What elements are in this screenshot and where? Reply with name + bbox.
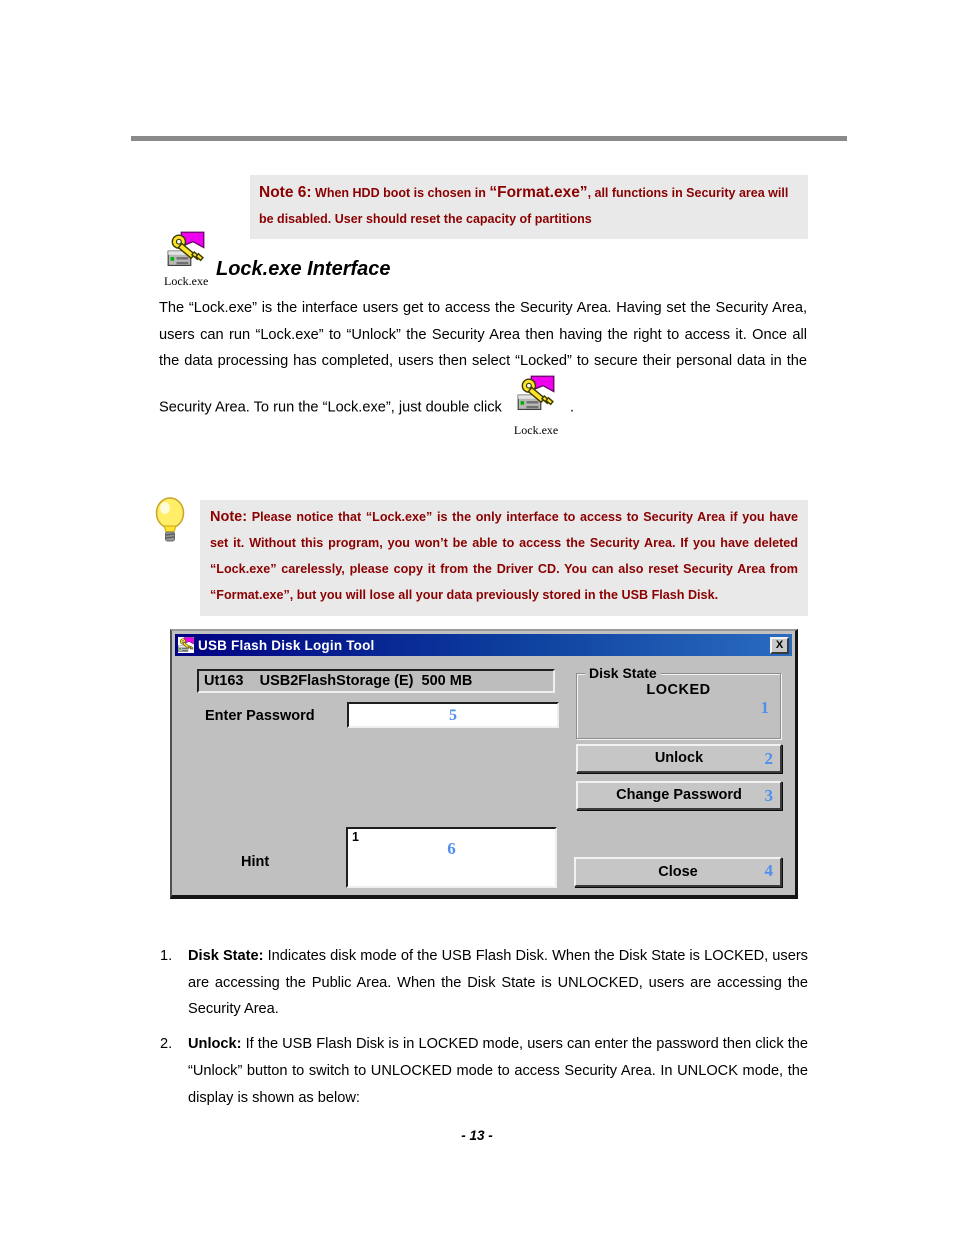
callout-number-4: 4 (764, 861, 773, 881)
lockexe-key-icon (167, 231, 205, 269)
callout-number-2: 2 (764, 748, 773, 768)
disk-state-label: Disk State (585, 665, 661, 681)
intro-text-end: . (569, 399, 575, 416)
note6-prefix: Note 6: (259, 184, 312, 201)
usb-login-dialog (170, 629, 798, 899)
password-input[interactable] (347, 702, 559, 728)
change-password-button-label: Change Password (616, 787, 742, 803)
callout-number-1: 1 (760, 698, 769, 717)
note6-text-2: , all functions in Security area will be disabled. User should reset the capacity of partitions (259, 186, 789, 226)
list-item-body (188, 1031, 808, 1111)
disk-state-value: LOCKED (646, 682, 711, 698)
tip-note-box (200, 500, 808, 616)
list-item-text: If the USB Flash Disk is in LOCKED mode, users can enter the password then click the “Unlock” button to switch to UNLOCKED mode to access Security Area. In UNLOCK mode, the display is shown as below: (188, 1036, 808, 1106)
disk-state-group (576, 665, 781, 739)
unlock-button-label: Unlock (654, 750, 704, 766)
dialog-titlebar[interactable] (175, 634, 792, 656)
lockexe-icon-block (164, 231, 208, 287)
dialog-title: USB Flash Disk Login Tool (198, 637, 375, 653)
hint-label: Hint (241, 854, 270, 870)
lockexe-inline-icon-block (514, 375, 558, 436)
list-item (160, 1031, 808, 1111)
list-item-text: Indicates disk mode of the USB Flash Disk. When the Disk State is LOCKED, users are accessing the Public Area. When the Disk State is UNLOCKED, users are accessing the Security Area. (188, 948, 808, 1018)
lockexe-icon-caption: Lock.exe (513, 422, 559, 437)
lightbulb-icon (149, 495, 191, 545)
password-label: Enter Password (205, 708, 315, 724)
page-number: - 13 - (461, 1128, 493, 1143)
list-item-number: 1. (160, 948, 173, 964)
list-item-number: 2. (160, 1036, 173, 1053)
tip-note-prefix: Note: (210, 509, 248, 525)
device-info-field: Ut163 USB2FlashStorage (E) 500 MB (197, 669, 555, 693)
numbered-list (160, 943, 808, 1119)
list-item-lead: Unlock: (188, 1036, 242, 1053)
intro-text: The “Lock.exe” is the interface users get to access the Security Area. Having set the Security Area, users can run “Lock.exe” to “Unlock” the Security Area then having the right to access it. Once all the data processing has completed, users then select “Locked” to secure their personal data in the Security Area. To run the “Lock.exe”, just double click (159, 300, 807, 416)
callout-number-3: 3 (764, 785, 773, 805)
list-item-body (188, 943, 808, 1023)
header-rule (131, 136, 847, 141)
list-item-lead: Disk State: (188, 948, 264, 964)
note6-format-exe: “Format.exe” (489, 184, 588, 201)
page-title: Lock.exe Interface (216, 258, 391, 280)
lockexe-icon-caption: Lock.exe (164, 274, 209, 288)
close-button-label: Close (658, 864, 698, 880)
lockexe-key-icon (178, 637, 194, 653)
callout-number-6: 6 (447, 839, 456, 858)
close-button[interactable] (574, 857, 782, 887)
list-item (160, 943, 808, 1023)
note6-text-1: When HDD boot is chosen in (315, 186, 486, 200)
change-password-button[interactable] (576, 781, 782, 810)
tip-note-text: Please notice that “Lock.exe” is the only interface to access to Security Area if you have set it. Without this program, you won’t be able to access the Security Area. If you have deleted “Lock.exe” carelessly, please copy it from the Driver CD. You can also reset Security Area from “Format.exe”, but you will lose all your data previously stored in the USB Flash Disk. (210, 510, 798, 602)
hint-value: 1 (352, 830, 359, 844)
note6-box (250, 175, 808, 239)
close-icon[interactable]: X (770, 637, 789, 654)
intro-paragraph (159, 295, 807, 436)
lockexe-key-icon (517, 375, 555, 413)
callout-number-5: 5 (449, 707, 457, 724)
hint-input[interactable] (346, 827, 557, 888)
unlock-button[interactable] (576, 744, 782, 773)
